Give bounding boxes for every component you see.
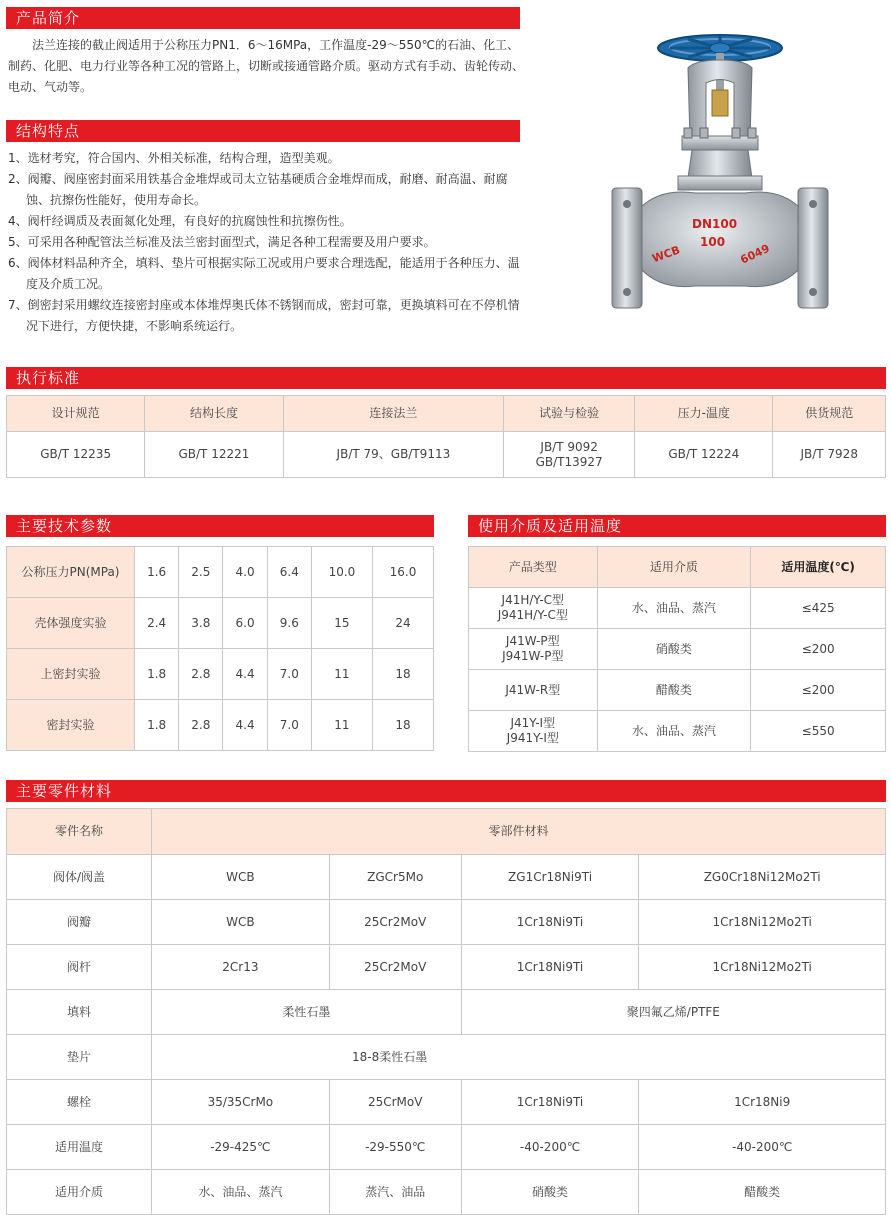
parts-cell: 1Cr18Ni9 bbox=[639, 1080, 886, 1125]
parts-cell: 1Cr18Ni9Ti bbox=[461, 945, 639, 990]
media-temp: ≤200 bbox=[751, 670, 886, 711]
parts-cell: -29-425℃ bbox=[152, 1125, 330, 1170]
tech-cell: 2.4 bbox=[135, 598, 179, 649]
tech-cell: 11 bbox=[311, 700, 372, 751]
standards-cell: GB/T 12235 bbox=[7, 432, 145, 478]
tech-cell: 7.0 bbox=[267, 649, 311, 700]
parts-cell: WCB bbox=[152, 900, 330, 945]
tech-cell: 10.0 bbox=[311, 547, 372, 598]
standards-header: 结构长度 bbox=[145, 396, 283, 432]
parts-row-label: 填料 bbox=[7, 990, 152, 1035]
tech-cell: 2.5 bbox=[179, 547, 223, 598]
parts-cell: 水、油品、蒸汽 bbox=[152, 1170, 330, 1215]
parts-cell: 柔性石墨 bbox=[152, 990, 462, 1035]
tech-cell: 1.8 bbox=[135, 700, 179, 751]
tech-cell: 7.0 bbox=[267, 700, 311, 751]
valve-mark: 100 bbox=[700, 235, 726, 249]
flange-right bbox=[798, 188, 828, 308]
feature-item: 7、倒密封采用螺纹连接密封座或本体堆焊奥氏体不锈钢而成，密封可靠，更换填料可在不停机情况下进行，方便快捷，不影响系统运行。 bbox=[8, 298, 520, 333]
table-row bbox=[7, 945, 886, 990]
parts-cell: 2Cr13 bbox=[152, 945, 330, 990]
media-type: J41Y-I型 J941Y-I型 bbox=[469, 711, 598, 752]
media-temp: ≤200 bbox=[751, 629, 886, 670]
standards-cell: JB/T 7928 bbox=[773, 432, 886, 478]
parts-cell: -29-550℃ bbox=[329, 1125, 461, 1170]
standards-cell: GB/T 12221 bbox=[145, 432, 283, 478]
tech-row-label: 上密封实验 bbox=[7, 649, 135, 700]
parts-cell: 1Cr18Ni9Ti bbox=[461, 900, 639, 945]
tech-cell: 11 bbox=[311, 649, 372, 700]
media-type: J41H/Y-C型 J941H/Y-C型 bbox=[469, 588, 598, 629]
features-section-title: 结构特点 bbox=[6, 120, 520, 142]
globe-valve-image bbox=[600, 28, 832, 328]
flange-left bbox=[612, 188, 642, 308]
tech-row-label: 密封实验 bbox=[7, 700, 135, 751]
table-row bbox=[469, 629, 886, 670]
standards-header: 试验与检验 bbox=[504, 396, 635, 432]
parts-row-label: 螺栓 bbox=[7, 1080, 152, 1125]
tech-cell: 16.0 bbox=[372, 547, 433, 598]
standards-header: 连接法兰 bbox=[283, 396, 504, 432]
feature-item: 6、阀体材料品种齐全，填料、垫片可根据实际工况或用户要求合理选配，能适用于各种压力、温度及介质工况。 bbox=[8, 256, 520, 291]
feature-item: 4、阀杆经调质及表面氮化处理，有良好的抗腐蚀性和抗擦伤性。 bbox=[8, 214, 352, 228]
table-row bbox=[469, 588, 886, 629]
parts-row-label: 适用温度 bbox=[7, 1125, 152, 1170]
parts-cell: -40-200℃ bbox=[639, 1125, 886, 1170]
parts-cell: 1Cr18Ni12Mo2Ti bbox=[639, 945, 886, 990]
table-row bbox=[7, 900, 886, 945]
valve-mark: DN100 bbox=[692, 217, 738, 231]
parts-materials-table bbox=[6, 808, 886, 1215]
tech-cell: 15 bbox=[311, 598, 372, 649]
parts-cell: ZG1Cr18Ni9Ti bbox=[461, 855, 639, 900]
parts-section-title: 主要零件材料 bbox=[6, 780, 886, 802]
tech-cell: 3.8 bbox=[179, 598, 223, 649]
standards-cell: JB/T 9092 GB/T13927 bbox=[504, 432, 635, 478]
media-type: J41W-R型 bbox=[469, 670, 598, 711]
tech-row-label: 壳体强度实验 bbox=[7, 598, 135, 649]
table-row bbox=[7, 1035, 886, 1080]
feature-item: 5、可采用各种配管法兰标准及法兰密封面型式，满足各种工程需要及用户要求。 bbox=[8, 235, 436, 249]
table-row bbox=[7, 990, 886, 1035]
parts-cell: 25CrMoV bbox=[329, 1080, 461, 1125]
standards-header: 压力-温度 bbox=[635, 396, 773, 432]
table-row bbox=[7, 1170, 886, 1215]
tech-cell: 4.4 bbox=[223, 649, 267, 700]
tech-cell: 6.4 bbox=[267, 547, 311, 598]
table-row bbox=[7, 855, 886, 900]
parts-row-label: 阀体/阀盖 bbox=[7, 855, 152, 900]
table-row bbox=[7, 1080, 886, 1125]
parts-header-name: 零件名称 bbox=[7, 809, 152, 855]
parts-cell: 25Cr2MoV bbox=[329, 945, 461, 990]
media-temp-table bbox=[468, 546, 886, 752]
media-header: 产品类型 bbox=[469, 547, 598, 588]
table-row bbox=[7, 547, 434, 598]
feature-item: 2、阀瓣、阀座密封面采用铁基合金堆焊或司太立钴基硬质合金堆焊而成，耐磨、耐高温、耐腐蚀、抗擦伤性能好，使用寿命长。 bbox=[8, 172, 508, 207]
parts-cell: 硝酸类 bbox=[461, 1170, 639, 1215]
parts-cell: 1Cr18Ni12Mo2Ti bbox=[639, 900, 886, 945]
standards-table bbox=[6, 395, 886, 478]
table-row bbox=[469, 670, 886, 711]
parts-cell: 蒸汽、油品 bbox=[329, 1170, 461, 1215]
table-row bbox=[7, 598, 434, 649]
parts-cell: ZG0Cr18Ni12Mo2Ti bbox=[639, 855, 886, 900]
media-section-title: 使用介质及适用温度 bbox=[468, 515, 886, 537]
standards-header: 设计规范 bbox=[7, 396, 145, 432]
parts-header-material: 零部件材料 bbox=[152, 809, 886, 855]
standards-section-title: 执行标准 bbox=[6, 367, 886, 389]
standards-header: 供货规范 bbox=[773, 396, 886, 432]
tech-cell: 6.0 bbox=[223, 598, 267, 649]
feature-item: 1、选材考究，符合国内、外相关标准，结构合理，造型美观。 bbox=[8, 151, 340, 165]
parts-cell: 聚四氟乙烯/PTFE bbox=[461, 990, 885, 1035]
tech-cell: 18 bbox=[372, 700, 433, 751]
parts-cell: 醋酸类 bbox=[639, 1170, 886, 1215]
tech-cell: 2.8 bbox=[179, 700, 223, 751]
parts-row-label: 适用介质 bbox=[7, 1170, 152, 1215]
table-row bbox=[7, 1125, 886, 1170]
parts-row-label: 阀瓣 bbox=[7, 900, 152, 945]
tech-cell: 4.0 bbox=[223, 547, 267, 598]
media-temp: ≤425 bbox=[751, 588, 886, 629]
tech-cell: 18 bbox=[372, 649, 433, 700]
standards-cell: GB/T 12224 bbox=[635, 432, 773, 478]
tech-params-table bbox=[6, 546, 434, 751]
table-row bbox=[7, 649, 434, 700]
parts-row-label: 阀杆 bbox=[7, 945, 152, 990]
intro-paragraph: 法兰连接的截止阀适用于公称压力PN1．6～16MPa，工作温度-29～550℃的石油、化工、制药、化肥、电力行业等各种工况的管路上，切断或接通管路介质。驱动方式有手动、齿轮传动、电动、气动等。 bbox=[8, 38, 525, 94]
standards-cell: JB/T 79、GB/T9113 bbox=[283, 432, 504, 478]
parts-cell: 1Cr18Ni9Ti bbox=[461, 1080, 639, 1125]
parts-cell: WCB bbox=[152, 855, 330, 900]
media-medium: 水、油品、蒸汽 bbox=[597, 588, 751, 629]
parts-cell: -40-200℃ bbox=[461, 1125, 639, 1170]
valve-mark: WCB bbox=[650, 243, 682, 266]
media-header: 适用温度(℃) bbox=[751, 547, 886, 588]
parts-cell: ZGCr5Mo bbox=[329, 855, 461, 900]
intro-section-title: 产品简介 bbox=[6, 7, 520, 29]
parts-cell: 35/35CrMo bbox=[152, 1080, 330, 1125]
tech-cell: 4.4 bbox=[223, 700, 267, 751]
parts-cell: 25Cr2MoV bbox=[329, 900, 461, 945]
media-header: 适用介质 bbox=[597, 547, 751, 588]
media-medium: 水、油品、蒸汽 bbox=[597, 711, 751, 752]
media-temp: ≤550 bbox=[751, 711, 886, 752]
features-list bbox=[8, 148, 524, 337]
tech-cell: 1.6 bbox=[135, 547, 179, 598]
tech-cell: 1.8 bbox=[135, 649, 179, 700]
table-row bbox=[7, 700, 434, 751]
table-row bbox=[469, 711, 886, 752]
tech-cell: 9.6 bbox=[267, 598, 311, 649]
tech-row-label: 公称压力PN(MPa) bbox=[7, 547, 135, 598]
tech-cell: 24 bbox=[372, 598, 433, 649]
tech-section-title: 主要技术参数 bbox=[6, 515, 434, 537]
parts-cell: 18-8柔性石墨 bbox=[152, 1035, 886, 1080]
media-type: J41W-P型 J941W-P型 bbox=[469, 629, 598, 670]
tech-cell: 2.8 bbox=[179, 649, 223, 700]
media-medium: 硝酸类 bbox=[597, 629, 751, 670]
valve-mark: 6049 bbox=[738, 241, 772, 267]
parts-row-label: 垫片 bbox=[7, 1035, 152, 1080]
media-medium: 醋酸类 bbox=[597, 670, 751, 711]
